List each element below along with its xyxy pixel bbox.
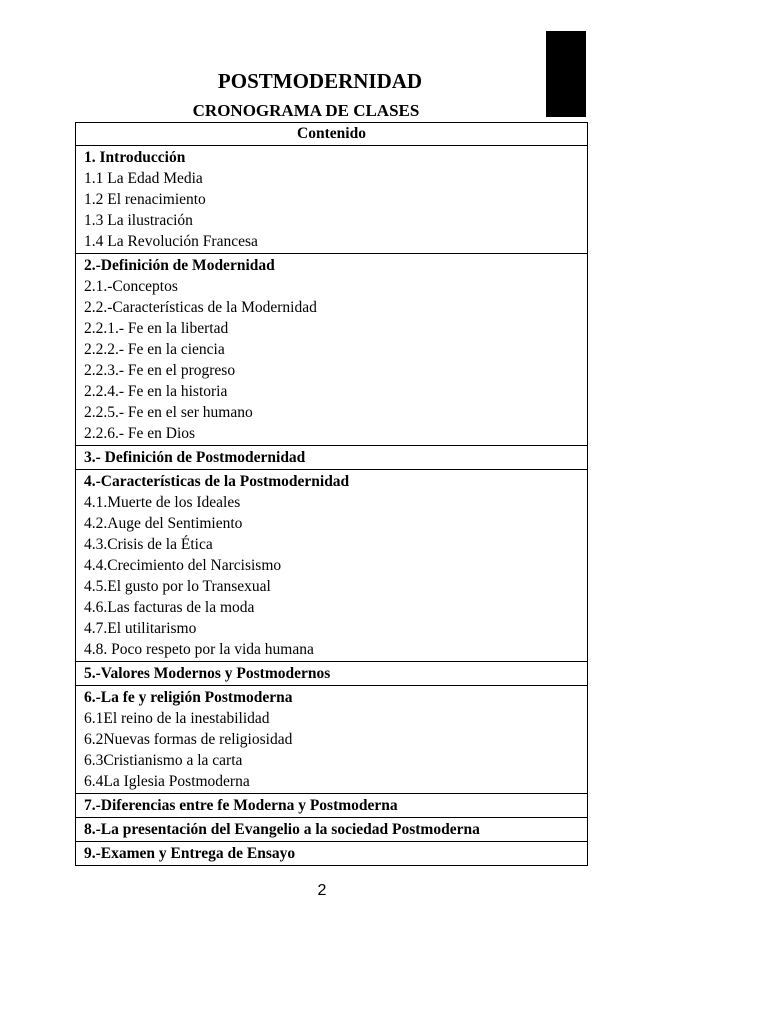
section-cell bbox=[76, 254, 588, 446]
section-item: 1.2 El renacimiento bbox=[84, 191, 206, 208]
section-row bbox=[76, 686, 588, 794]
section-item: 1.1 La Edad Media bbox=[84, 170, 203, 187]
section-item: 4.6.Las facturas de la moda bbox=[84, 599, 255, 616]
section-heading: 8.-La presentación del Evangelio a la sociedad Postmoderna bbox=[84, 821, 480, 838]
section-item: 2.2.3.- Fe en el progreso bbox=[84, 362, 236, 379]
section-item: 2.1.-Conceptos bbox=[84, 278, 178, 295]
section-cell bbox=[76, 842, 588, 866]
section-heading: 6.-La fe y religión Postmoderna bbox=[84, 689, 293, 706]
section-item: 1.3 La ilustración bbox=[84, 212, 193, 229]
section-item: 6.3Cristianismo a la carta bbox=[84, 752, 243, 769]
section-item: 6.2Nuevas formas de religiosidad bbox=[84, 731, 293, 748]
section-item: 2.2.2.- Fe en la ciencia bbox=[84, 341, 225, 358]
section-row bbox=[76, 794, 588, 818]
section-cell bbox=[76, 818, 588, 842]
section-cell bbox=[76, 446, 588, 470]
section-cell bbox=[76, 146, 588, 254]
section-heading: 2.-Definición de Modernidad bbox=[84, 257, 275, 274]
section-row bbox=[76, 254, 588, 446]
section-row bbox=[76, 146, 588, 254]
section-item: 2.2.5.- Fe en el ser humano bbox=[84, 404, 253, 421]
section-row bbox=[76, 662, 588, 686]
section-item: 4.1.Muerte de los Ideales bbox=[84, 494, 241, 511]
table-header-row bbox=[76, 123, 588, 146]
section-item: 4.7.El utilitarismo bbox=[84, 620, 197, 637]
section-item: 2.2.6.- Fe en Dios bbox=[84, 425, 196, 442]
section-item: 2.2.1.- Fe en la libertad bbox=[84, 320, 229, 337]
section-item: 4.5.El gusto por lo Transexual bbox=[84, 578, 271, 595]
section-row bbox=[76, 446, 588, 470]
section-cell bbox=[76, 686, 588, 794]
section-cell bbox=[76, 794, 588, 818]
section-heading: 3.- Definición de Postmodernidad bbox=[84, 449, 306, 466]
section-heading: 4.-Características de la Postmodernidad bbox=[84, 473, 350, 490]
section-item: 4.3.Crisis de la Ética bbox=[84, 536, 213, 553]
section-row bbox=[76, 842, 588, 866]
section-heading: 9.-Examen y Entrega de Ensayo bbox=[84, 845, 296, 862]
document-subtitle: CRONOGRAMA DE CLASES bbox=[192, 101, 420, 120]
section-item: 4.8. Poco respeto por la vida humana bbox=[84, 641, 314, 658]
section-item: 4.4.Crecimiento del Narcisismo bbox=[84, 557, 282, 574]
section-row bbox=[76, 818, 588, 842]
page-number: 2 bbox=[317, 882, 327, 899]
section-cell bbox=[76, 470, 588, 662]
section-row bbox=[76, 470, 588, 662]
section-item: 6.1El reino de la inestabilidad bbox=[84, 710, 270, 727]
section-heading: 5.-Valores Modernos y Postmodernos bbox=[84, 665, 331, 682]
document-title: POSTMODERNIDAD bbox=[217, 69, 423, 93]
schedule-table bbox=[75, 122, 588, 866]
section-item: 1.4 La Revolución Francesa bbox=[84, 233, 258, 250]
section-item: 2.2.-Características de la Modernidad bbox=[84, 299, 317, 316]
section-item: 4.2.Auge del Sentimiento bbox=[84, 515, 243, 532]
table-header: Contenido bbox=[76, 123, 588, 146]
section-heading: 1. Introducción bbox=[84, 149, 186, 166]
section-item: 2.2.4.- Fe en la historia bbox=[84, 383, 228, 400]
section-cell bbox=[76, 662, 588, 686]
section-heading: 7.-Diferencias entre fe Moderna y Postmoderna bbox=[84, 797, 398, 814]
section-item: 6.4La Iglesia Postmoderna bbox=[84, 773, 250, 790]
